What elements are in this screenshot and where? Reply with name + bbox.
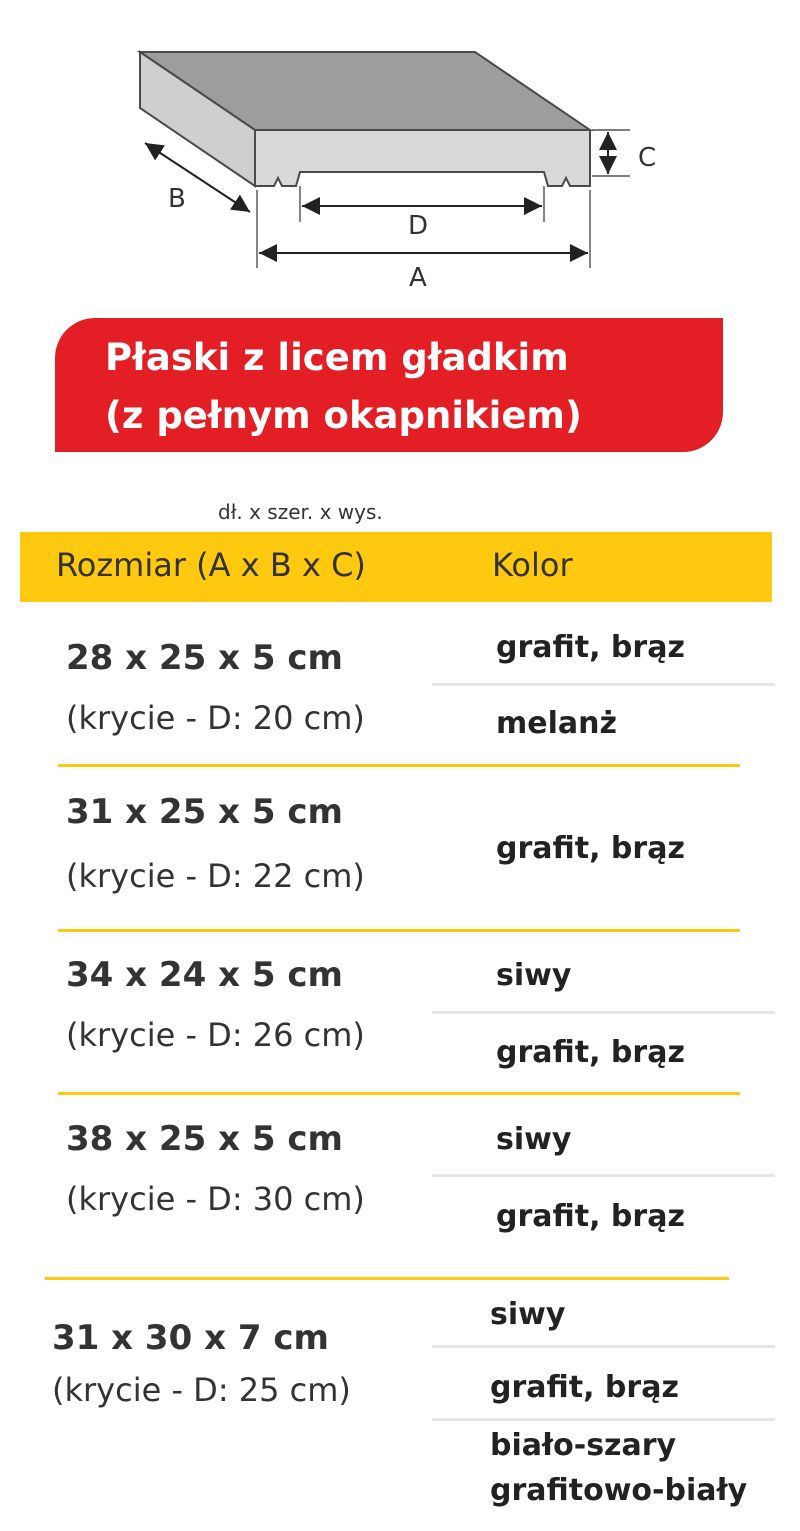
row-1-color-2: melanż bbox=[496, 706, 617, 741]
row-divider-1 bbox=[58, 764, 740, 767]
row-3-color-1: siwy bbox=[496, 958, 572, 993]
row-4-cover: (krycie - D: 30 cm) bbox=[66, 1180, 365, 1218]
row-3-color-divider bbox=[432, 1011, 775, 1014]
dimension-d-label: D bbox=[408, 211, 429, 241]
row-1-size: 28 x 25 x 5 cm bbox=[66, 638, 343, 678]
row-3-color-2: grafit, brąz bbox=[496, 1035, 685, 1070]
row-divider-3 bbox=[58, 1092, 740, 1095]
dimension-order-note: dł. x szer. x wys. bbox=[218, 500, 383, 524]
row-4-size: 38 x 25 x 5 cm bbox=[66, 1119, 343, 1159]
row-2-size: 31 x 25 x 5 cm bbox=[66, 792, 343, 832]
header-color: Kolor bbox=[492, 546, 573, 584]
banner-title-line1: Płaski z licem gładkim bbox=[105, 336, 569, 379]
row-3-cover: (krycie - D: 26 cm) bbox=[66, 1016, 365, 1054]
row-5-size: 31 x 30 x 7 cm bbox=[52, 1318, 329, 1358]
table-header bbox=[20, 532, 772, 602]
header-size: Rozmiar (A x B x C) bbox=[56, 546, 366, 584]
row-1-color-1: grafit, brąz bbox=[496, 630, 685, 665]
row-1-color-divider bbox=[432, 683, 775, 686]
row-3-size: 34 x 24 x 5 cm bbox=[66, 955, 343, 995]
row-2-color-1: grafit, brąz bbox=[496, 831, 685, 866]
dimension-b-label: B bbox=[168, 184, 186, 214]
banner-title-line2: (z pełnym okapnikiem) bbox=[105, 394, 582, 437]
dimension-a-label: A bbox=[409, 263, 427, 293]
row-5-color-divider-2 bbox=[432, 1418, 775, 1421]
row-4-color-2: grafit, brąz bbox=[496, 1199, 685, 1234]
product-title-banner bbox=[55, 318, 723, 452]
row-5-color-1: siwy bbox=[490, 1297, 566, 1332]
row-4-color-1: siwy bbox=[496, 1122, 572, 1157]
row-divider-2 bbox=[58, 929, 740, 932]
slab-dimension-diagram bbox=[0, 0, 800, 300]
row-5-color-3: biało-szary bbox=[490, 1428, 677, 1463]
dimension-c-label: C bbox=[638, 143, 657, 173]
row-5-color-divider-1 bbox=[432, 1345, 775, 1348]
slab-front-face bbox=[255, 130, 590, 186]
row-divider-4 bbox=[45, 1277, 729, 1280]
row-4-color-divider bbox=[432, 1174, 775, 1177]
row-5-cover: (krycie - D: 25 cm) bbox=[52, 1371, 351, 1409]
row-5-color-4: grafitowo-biały bbox=[490, 1473, 748, 1508]
row-1-cover: (krycie - D: 20 cm) bbox=[66, 699, 365, 737]
row-5-color-2: grafit, brąz bbox=[490, 1370, 679, 1405]
row-2-cover: (krycie - D: 22 cm) bbox=[66, 857, 365, 895]
